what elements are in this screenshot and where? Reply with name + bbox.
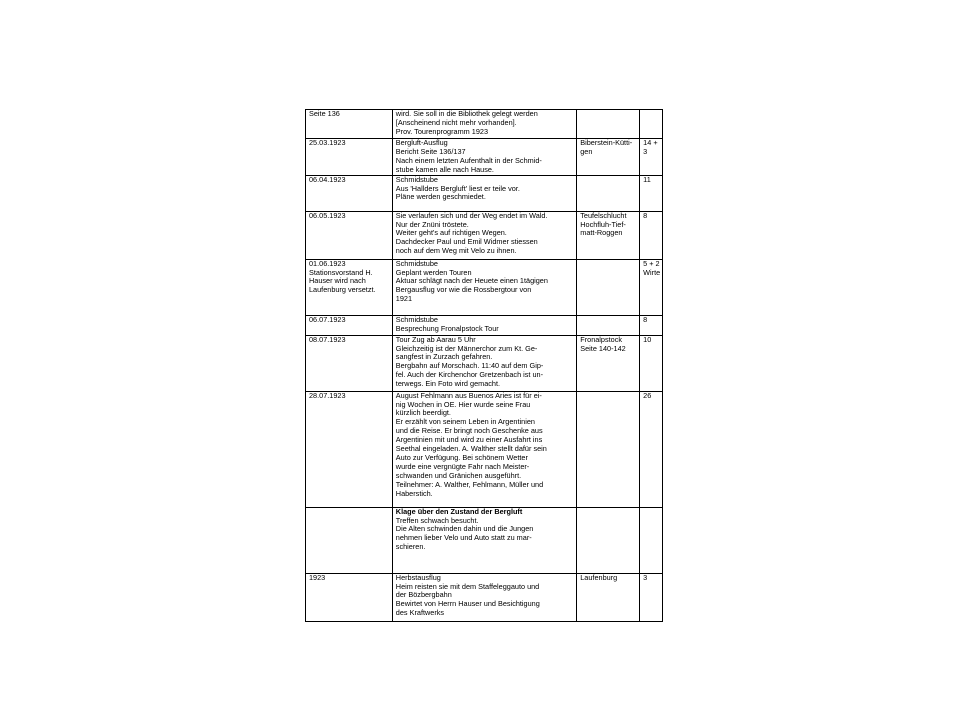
cell-text-line: Geplant werden Touren (395, 267, 472, 277)
cell-text-line: nig Wochen in OE. Hier wurde seine Frau (395, 399, 531, 409)
cell-text-line: Bergausflug vor wie die Rossbergtour von (395, 285, 532, 295)
cell-text-line: 25.03.1923 (309, 138, 346, 147)
cell-text-line: 3 (643, 146, 648, 156)
date-cell (306, 175, 393, 211)
description-cell (392, 175, 576, 211)
cell-text-line: 26 (643, 391, 652, 400)
cell-text-line: kürzlich beerdigt. (395, 408, 451, 418)
date-cell (306, 211, 393, 259)
cell-text-line: 06.05.1923 (309, 211, 346, 220)
cell-text-line: Treffen schwach besucht. (395, 515, 479, 525)
cell-text-line: Laufenburg (580, 573, 618, 582)
cell-text-line: Bericht Seite 136/137 (395, 146, 466, 156)
date-cell (306, 139, 393, 176)
participants-cell (640, 335, 663, 391)
cell-text-line: Laufenburg versetzt. (309, 285, 376, 295)
place-cell (577, 335, 640, 391)
description-cell (392, 110, 576, 139)
cell-text-line: 8 (643, 211, 648, 220)
place-cell (577, 391, 640, 507)
participants-cell (640, 110, 663, 139)
cell-text-line: matt-Roggen (580, 228, 623, 238)
cell-text-line: Nach einem letzten Aufenthalt in der Schmid- (395, 155, 542, 165)
cell-text-line: Pläne werden geschmiedet. (395, 192, 486, 202)
cell-text-line: schieren. (395, 542, 426, 552)
cell-text-line: Dachdecker Paul und Emil Widmer stiessen (395, 237, 538, 247)
cell-text-line: und die Reise. Er bringt noch Geschenke aus (395, 426, 543, 436)
table-row (306, 315, 663, 335)
description-cell (392, 507, 576, 573)
chronicle-table-body (306, 110, 663, 622)
cell-text-line: Bewirtet von Herrn Hauser und Besichtigung (395, 599, 540, 609)
place-cell (577, 211, 640, 259)
description-cell (392, 573, 576, 621)
cell-text-line: 1923 (309, 573, 326, 582)
date-cell (306, 335, 393, 391)
cell-text-line: Schmidstube (395, 315, 438, 324)
cell-text-line: 14 + (643, 138, 658, 147)
chronicle-table (305, 109, 663, 622)
cell-text-line: Aktuar schlägt nach der Heuete einen 1tägigen (395, 276, 548, 286)
participants-cell (640, 139, 663, 176)
place-cell (577, 315, 640, 335)
cell-text-line: fel. Auch der Kirchenchor Gretzenbach ist un- (395, 370, 544, 380)
cell-text-line: wurde eine vergnügte Fahr nach Meister- (395, 461, 530, 471)
cell-text-line: Sie verlaufen sich und der Weg endet im Wald. (395, 211, 548, 220)
place-cell (577, 139, 640, 176)
cell-text-line: noch auf dem Weg mit Velo zu ihnen. (395, 246, 517, 256)
description-cell (392, 335, 576, 391)
cell-text-line: Seite 140-142 (580, 343, 626, 353)
table-row (306, 259, 663, 315)
participants-cell (640, 573, 663, 621)
cell-text-line: Weiter geht's auf richtigen Wegen. (395, 228, 507, 238)
cell-text-line: Herbstausflug (395, 573, 441, 582)
table-row (306, 175, 663, 211)
cell-text-line: Heim reisten sie mit dem Staffeleggauto und (395, 581, 540, 591)
cell-text-line: Biberstein-Kütti- (580, 138, 633, 147)
description-cell (392, 391, 576, 507)
participants-cell (640, 259, 663, 315)
description-cell (392, 139, 576, 176)
cell-text-line: Die Alten schwinden dahin und die Jungen (395, 524, 534, 534)
cell-text-line: [Anscheinend nicht mehr vorhanden]. (395, 117, 517, 127)
place-cell (577, 259, 640, 315)
cell-text-line: 3 (643, 573, 648, 582)
table-row (306, 110, 663, 139)
cell-text-line: Klage über den Zustand der Bergluft (395, 507, 523, 516)
cell-text-line: 10 (643, 335, 652, 344)
cell-text-line: 8 (643, 315, 648, 324)
participants-cell (640, 175, 663, 211)
cell-text-line: stube kamen alle nach Hause. (395, 164, 494, 174)
date-cell (306, 573, 393, 621)
cell-text-line: Prov. Tourenprogramm 1923 (395, 126, 489, 136)
place-cell (577, 110, 640, 139)
cell-text-line: sangfest in Zurzach gefahren. (395, 352, 493, 362)
date-cell (306, 259, 393, 315)
cell-text-line: Hochfluh-Tief- (580, 219, 626, 229)
cell-text-line: August Fehlmann aus Buenos Aries ist für ei- (395, 391, 542, 400)
cell-text-line: Bergbahn auf Morschach. 11:40 auf dem Gip- (395, 361, 544, 371)
cell-text-line: Wirte (643, 267, 661, 277)
cell-text-line: Gleichzeitig ist der Männerchor zum Kt. Ge- (395, 343, 538, 353)
cell-text-line: der Bözbergbahn (395, 590, 452, 600)
cell-text-line: Fronalpstock (580, 335, 623, 344)
cell-text-line: Aus 'Hallders Bergluft' liest er teile vor. (395, 183, 520, 193)
cell-text-line: Auto zur Verfügung. Bei schönem Wetter (395, 452, 528, 462)
cell-text-line: 01.06.1923 (309, 259, 346, 268)
cell-text-line: wird. Sie soll in die Bibliothek gelegt werden (395, 109, 538, 118)
date-cell (306, 110, 393, 139)
place-cell (577, 573, 640, 621)
cell-text-line: 06.04.1923 (309, 175, 346, 184)
cell-text-line: Hauser wird nach (309, 276, 366, 286)
cell-text-line: schwanden und Gränichen ausgeführt. (395, 470, 522, 480)
cell-text-line: Argentinien mit und wird zu einer Ausfahrt ins (395, 435, 543, 445)
cell-text-line: gen (580, 146, 593, 156)
table-row (306, 507, 663, 573)
table-row (306, 211, 663, 259)
table-row (306, 335, 663, 391)
table-row (306, 391, 663, 507)
cell-text-line: Nur der Znüni tröstete. (395, 219, 469, 229)
cell-text-line: 06.07.1923 (309, 315, 346, 324)
cell-text-line: Bergluft-Ausflug (395, 138, 448, 147)
cell-text-line: 11 (643, 175, 651, 184)
description-cell (392, 315, 576, 335)
cell-text-line: Besprechung Fronalpstock Tour (395, 323, 499, 333)
cell-text-line: 08.07.1923 (309, 335, 346, 344)
cell-text-line: Schmidstube (395, 259, 438, 268)
description-cell (392, 259, 576, 315)
date-cell (306, 315, 393, 335)
date-cell (306, 507, 393, 573)
cell-text-line: Schmidstube (395, 175, 438, 184)
participants-cell (640, 315, 663, 335)
cell-text-line: Teufelschlucht (580, 211, 627, 220)
cell-text-line: Er erzählt von seinem Leben in Argentinien (395, 417, 535, 427)
place-cell (577, 507, 640, 573)
cell-text-line: Stationsvorstand H. (309, 267, 373, 277)
description-cell (392, 211, 576, 259)
cell-text-line: des Kraftwerks (395, 608, 445, 618)
participants-cell (640, 391, 663, 507)
date-cell (306, 391, 393, 507)
cell-text-line: Seethal eingeladen. A. Walther stellt dafür sein (395, 444, 547, 454)
cell-text-line: Teilnehmer: A. Walther, Fehlmann, Müller und (395, 479, 544, 489)
cell-text-line: Tour Zug ab Aarau 5 Uhr (395, 335, 476, 344)
cell-text-line: 1921 (395, 294, 413, 304)
cell-text-line: Haberstich. (395, 488, 433, 498)
participants-cell (640, 507, 663, 573)
place-cell (577, 175, 640, 211)
cell-text-line: 5 + 2 (643, 259, 660, 268)
cell-text-line: 28.07.1923 (309, 391, 346, 400)
table-row (306, 139, 663, 176)
cell-text-line: terwegs. Ein Foto wird gemacht. (395, 379, 501, 389)
cell-text-line: Seite 136 (309, 109, 340, 118)
table-row (306, 573, 663, 621)
cell-text-line: nehmen lieber Velo und Auto statt zu mar- (395, 533, 532, 543)
participants-cell (640, 211, 663, 259)
